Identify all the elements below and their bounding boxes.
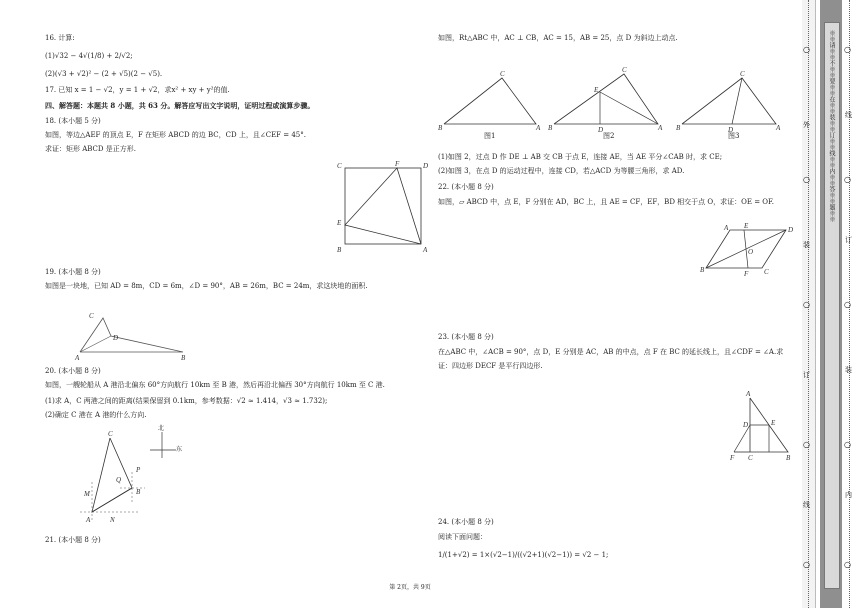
q21-subquestion-2: (2)如图 3，在点 D 的运动过程中，连接 CD，若△ACD 为等腰三角形，求 AD. (438, 167, 685, 175)
svg-text:E: E (744, 222, 749, 230)
north-label: 北 (158, 425, 165, 432)
svg-text:D: D (728, 126, 734, 134)
q22-figure (700, 222, 800, 278)
svg-text:D: D (113, 334, 119, 342)
q16-title: 16. 计算: (45, 34, 75, 42)
fig1-label: 图1 (484, 132, 496, 140)
svg-text:F: F (730, 454, 735, 462)
q24-text-1: 阅读下面问题： (438, 533, 487, 541)
svg-text:D: D (743, 421, 749, 429)
svg-text:E: E (594, 86, 599, 94)
inner-circle-1: ○ (844, 45, 851, 54)
svg-text:O: O (748, 248, 754, 256)
svg-text:D: D (788, 226, 794, 234)
svg-text:D: D (598, 126, 604, 134)
outer-label-ding: 订 (803, 371, 810, 379)
svg-text:N: N (110, 516, 115, 524)
svg-text:C: C (337, 162, 342, 170)
q16-part1: (1)√32 − 4√(1/8) + 2/√2; (45, 52, 133, 60)
q22-text: 如图，▱ ABCD 中，点 E，F 分别在 AD，BC 上，且 AE = CF，EF，BD 相交于点 O，求证：OE = OF. (438, 198, 775, 206)
svg-text:E: E (337, 219, 342, 227)
svg-text:B: B (136, 488, 141, 496)
q20-text-2: (1)求 A，C 两港之间的距离(结果保留到 0.1km，参考数据：√2 ≈ 1.414，√3 ≈ 1.732); (45, 397, 328, 405)
inner-label-xian: 线 (845, 111, 852, 119)
svg-text:F: F (744, 270, 749, 278)
q22-title: 22. (本小题 8 分) (438, 183, 494, 191)
q16-part2: (2)(√3 + √2)² − (2 + √5)(2 − √5). (45, 70, 163, 78)
svg-text:C: C (764, 268, 769, 276)
fig3-label: 图3 (728, 132, 740, 140)
q23-text-1: 在△ABC 中，∠ACB = 90°，点 D，E 分别是 AC，AB 的中点，点 F 在 BC 的延长线上，且∠CDF = ∠A.求 (438, 348, 784, 356)
q19-title: 19. (本小题 8 分) (45, 268, 101, 276)
q19-text: 如图是一块地，已知 AD = 8m，CD = 6m，∠D = 90°，AB = 26m，BC = 24m，求这块地的面积. (45, 282, 368, 290)
svg-text:Q: Q (116, 476, 122, 484)
svg-text:A: A (724, 224, 729, 232)
svg-text:C: C (500, 70, 505, 78)
q18-figure (335, 158, 435, 253)
svg-text:A: A (75, 354, 80, 362)
q24-formula: 1/(1+√2) = 1×(√2−1)/((√2+1)(√2−1)) = √2 − 1; (438, 551, 609, 559)
svg-text:E: E (771, 419, 776, 427)
q23-figure (730, 392, 795, 464)
inner-circle-3: ○ (844, 300, 851, 309)
section-4-heading: 四、解答题：本题共 8 小题，共 63 分。解答应写出文字说明，证明过程或演算步骤。 (45, 101, 315, 110)
q24-title: 24. (本小题 8 分) (438, 518, 494, 526)
q19-figure (75, 310, 195, 360)
inner-circle-4: ○ (844, 440, 851, 449)
q23-title: 23. (本小题 8 分) (438, 333, 494, 341)
q23-text-2: 证：四边形 DECF 是平行四边形. (438, 362, 543, 370)
svg-text:C: C (748, 454, 753, 462)
q18-title: 18. (本小题 5 分) (45, 117, 101, 125)
q21-text-1: 如图，Rt△ABC 中，AC ⊥ CB，AC = 15，AB = 25，点 D 为斜边上动点. (438, 34, 678, 42)
outer-circle-5: ○ (803, 560, 810, 569)
inner-circle-2: ○ (844, 175, 851, 184)
outer-label-wai: 外 (803, 121, 810, 129)
svg-text:B: B (548, 124, 553, 132)
binding-warning: ※※请※※不※※要※※在※※装※※订※※线※※内※※答※※题※※ (828, 30, 835, 222)
q17-text: 17. 已知 x = 1 − √2，y = 1 + √2，求x² + xy + y²的值. (45, 86, 230, 94)
q21-figure-3 (676, 68, 786, 138)
svg-text:D: D (423, 162, 429, 170)
binding-margin (802, 0, 860, 608)
svg-text:B: B (786, 454, 791, 462)
svg-text:B: B (700, 266, 705, 274)
svg-text:B: B (438, 124, 443, 132)
outer-circle-1: ○ (803, 45, 810, 54)
q20-text-3: (2)确定 C 港在 A 港的什么方向. (45, 411, 147, 419)
q21-title: 21. (本小题 8 分) (45, 536, 101, 544)
q21-subquestion-1: (1)如图 2，过点 D 作 DE ⊥ AB 交 CB 于点 E，连接 AE，当 AE 平分∠CAB 时，求 CE; (438, 153, 723, 161)
svg-text:M: M (84, 490, 90, 498)
svg-text:F: F (395, 160, 400, 168)
inner-label-zhuang: 装 (845, 366, 852, 374)
page-footer: 第 2页，共 9页 (389, 584, 431, 591)
q21-figure-2 (548, 68, 663, 138)
q20-title: 20. (本小题 8 分) (45, 367, 101, 375)
svg-text:P: P (136, 466, 141, 474)
q18-text-2: 求证：矩形 ABCD 是正方形. (45, 145, 136, 153)
svg-text:A: A (776, 124, 781, 132)
q21-figure-1 (438, 68, 548, 138)
svg-text:A: A (536, 124, 541, 132)
q20-text-1: 如图，一艘轮船从 A 港沿北偏东 60°方向航行 10km 至 B 港，然后再沿北偏西 30°方向航行 10km 至 C 港. (45, 381, 385, 389)
inner-label-ding: 订 (845, 236, 852, 244)
outer-circle-4: ○ (803, 440, 810, 449)
q20-figure (80, 422, 190, 530)
q18-text-1: 如图，等边△AEF 的顶点 E，F 在矩形 ABCD 的边 BC，CD 上，且∠CEF = 45°. (45, 131, 306, 139)
outer-label-xian: 线 (803, 501, 810, 509)
svg-text:C: C (740, 70, 745, 78)
svg-text:B: B (676, 124, 681, 132)
fig2-label: 图2 (603, 132, 615, 140)
outer-label-zhuang: 装 (803, 241, 810, 249)
svg-text:A: A (86, 516, 91, 524)
svg-text:C: C (622, 66, 627, 74)
east-label: 东 (176, 446, 183, 453)
svg-text:B: B (181, 354, 186, 362)
svg-text:C: C (89, 312, 94, 320)
svg-text:A: A (746, 390, 751, 398)
svg-text:A: A (658, 124, 663, 132)
outer-circle-3: ○ (803, 300, 810, 309)
svg-text:A: A (423, 246, 428, 254)
svg-text:B: B (337, 246, 342, 254)
outer-circle-2: ○ (803, 175, 810, 184)
inner-circle-5: ○ (844, 560, 851, 569)
svg-text:C: C (108, 430, 113, 438)
inner-label-nei: 内 (845, 491, 852, 499)
